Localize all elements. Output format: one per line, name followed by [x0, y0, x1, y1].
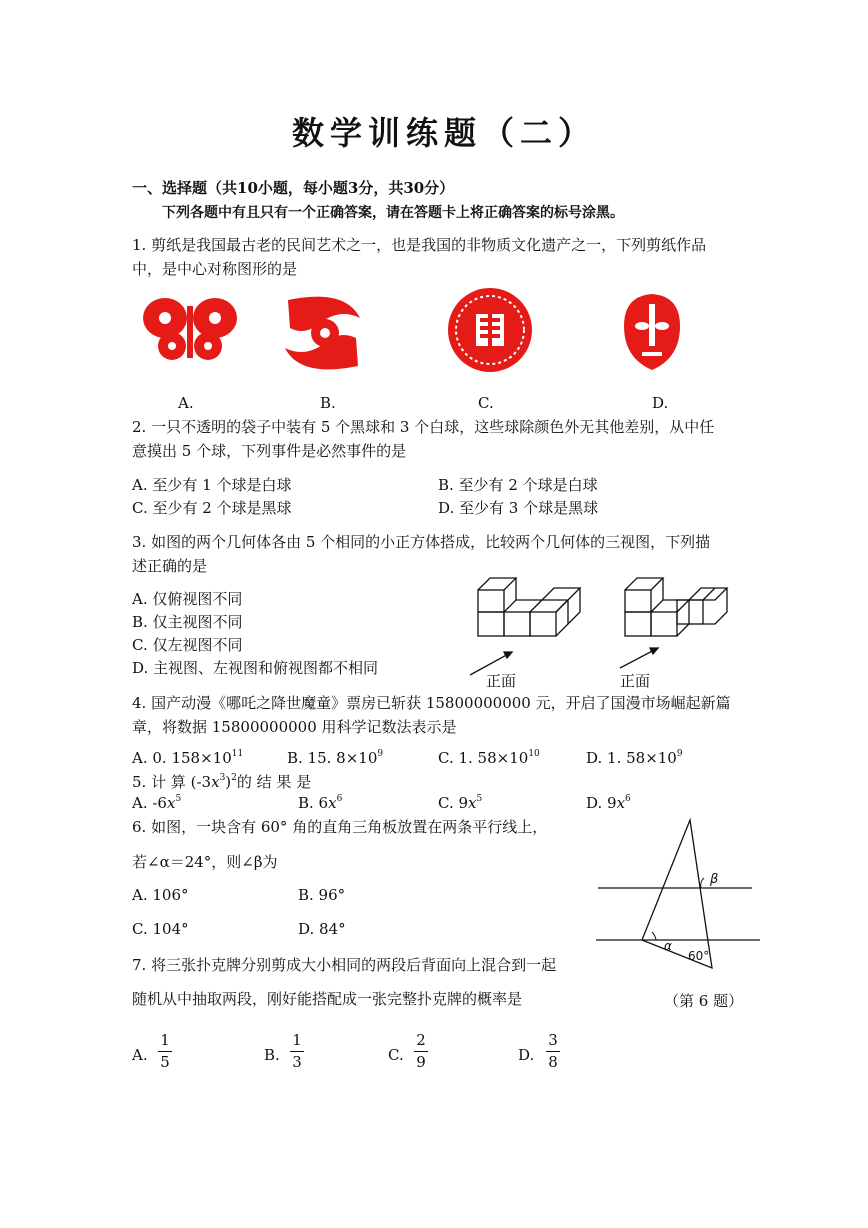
q4-option-c: C. 1. $58\times 10^{10}$ [438, 749, 540, 767]
right-cube-solid [625, 578, 727, 636]
q1-option-d: D. [652, 394, 669, 412]
q7-stem-line2: 随机从中抽取两段，刚好能搭配成一张完整扑克牌的概率是 [132, 990, 523, 1008]
q6-stem-line1: 6. 如图，一块含有 60° 角的直角三角板放置在两条平行线上， [132, 818, 548, 836]
q7-option-a-label: A. [132, 1046, 148, 1064]
q3-stem-line2: 述正确的是 [132, 557, 208, 575]
q7-option-c-fraction: 2 9 [414, 1032, 428, 1071]
q6-stem-line2: 若∠α＝24°，则∠β为 [132, 853, 278, 871]
q3-cube-figures [460, 570, 750, 690]
q4-stem-line2: 章，将数据 15800000000 用科学记数法表示是 [132, 718, 457, 736]
q1-stem-line1: 1. 剪纸是我国最古老的民间艺术之一，也是我国的非物质文化遗产之一，下列剪纸作品 [132, 236, 707, 254]
q2-option-d: D. 至少有 3 个球是黑球 [438, 499, 599, 517]
butterfly-papercut-image [143, 298, 237, 360]
q2-option-a: A. 至少有 1 个球是白球 [132, 476, 292, 494]
q7-option-d-label: D. [518, 1046, 535, 1064]
q7-stem-line1: 7. 将三张扑克牌分别剪成大小相同的两段后背面向上混合到一起 [132, 956, 557, 974]
q6-option-d: D. 84° [298, 920, 346, 938]
q3-stem-line1: 3. 如图的两个几何体各由 5 个相同的小正方体搭成，比较两个几何体的三视图，下列描 [132, 533, 711, 551]
q7-option-c-label: C. [388, 1046, 404, 1064]
fish-papercut-image [285, 297, 360, 370]
q1-stem-line2: 中，是中心对称图形的是 [132, 260, 298, 278]
round-papercut-image [448, 288, 532, 372]
q5-option-c: C. $9x^5$ [438, 794, 483, 812]
q1-papercut-images [130, 288, 550, 378]
page-title: 数学训练题（二） [292, 114, 597, 152]
q5-option-d: D. $9x^6$ [586, 794, 631, 812]
q2-stem-line1: 2. 一只不透明的袋子中装有 5 个黑球和 3 个白球，这些球除颜色外无其他差别，从中任 [132, 418, 715, 436]
q6-option-b: B. 96° [298, 886, 346, 904]
sixty-degree-label: 60° [688, 949, 710, 963]
q3-option-b: B. 仅主视图不同 [132, 613, 243, 631]
q2-option-c: C. 至少有 2 个球是黑球 [132, 499, 292, 517]
q4-stem-line1: 4. 国产动漫《哪吒之降世魔童》票房已斩获 15800000000 元，开启了国漫市场崛起新篇 [132, 694, 731, 712]
q2-stem-line2: 意摸出 5 个球，下列事件是必然事件的是 [132, 442, 407, 460]
q7-option-a-fraction: 1 5 [158, 1032, 172, 1071]
q5-stem: 5. 计 算 $(-3x^3)^2$的 结 果 是 [132, 773, 312, 791]
beta-label: β [710, 872, 719, 887]
q3-option-c: C. 仅左视图不同 [132, 636, 243, 654]
q6-triangle-figure [594, 816, 764, 976]
q5-option-b: B. $6x^6$ [298, 794, 343, 812]
q5-option-a: A. $-6x^5$ [132, 794, 182, 812]
q6-option-c: C. 104° [132, 920, 189, 938]
q3-option-a: A. 仅俯视图不同 [132, 590, 243, 608]
q6-option-a: A. 106° [132, 886, 189, 904]
q4-option-b: B. 15. $8\times 10^9$ [287, 749, 384, 767]
q7-option-d-fraction: 3 8 [546, 1032, 560, 1071]
q2-option-b: B. 至少有 2 个球是白球 [438, 476, 598, 494]
q3-option-d: D. 主视图、左视图和俯视图都不相同 [132, 659, 379, 677]
front-label-left: 正面 [486, 672, 517, 690]
mask-papercut-image [622, 292, 682, 372]
q4-option-a: A. 0. $158\times 10^{11}$ [132, 749, 244, 767]
alpha-label: α [664, 939, 672, 953]
set-square-triangle [642, 820, 712, 968]
q7-option-b-fraction: 1 3 [290, 1032, 304, 1071]
q1-option-b: B. [320, 394, 336, 412]
q1-option-a: A. [178, 394, 194, 412]
q7-option-b-label: B. [264, 1046, 280, 1064]
left-cube-solid [478, 578, 580, 636]
front-arrow-right [620, 648, 658, 668]
q4-option-d: D. 1. $58\times 10^9$ [586, 749, 683, 767]
front-label-right: 正面 [620, 672, 651, 690]
q1-option-c: C. [478, 394, 494, 412]
q6-figure-caption: （第 6 题） [664, 992, 744, 1010]
section-heading: 一、选择题（共10小题，每小题3分，共30分） [132, 179, 455, 197]
section-instruction: 下列各题中有且只有一个正确答案，请在答题卡上将正确答案的标号涂黑。 [162, 205, 624, 221]
